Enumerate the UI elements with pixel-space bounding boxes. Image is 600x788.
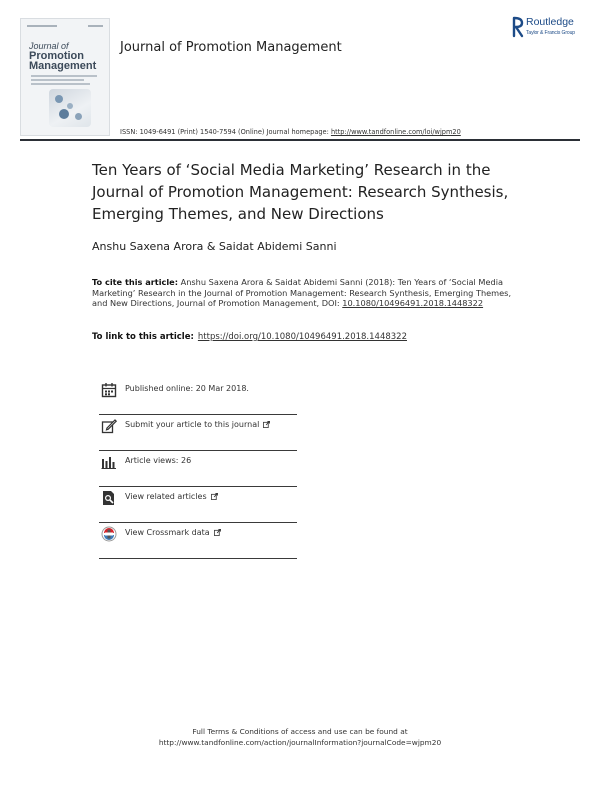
calendar-icon bbox=[101, 382, 117, 398]
header-divider bbox=[20, 139, 580, 141]
search-document-icon bbox=[101, 490, 117, 506]
article-link-block bbox=[92, 332, 407, 342]
issn-text: ISSN: 1049-6491 (Print) 1540-7594 (Online) Journal homepage: bbox=[120, 128, 331, 136]
logo-subtitle: Taylor & Francis Group bbox=[526, 30, 575, 36]
crossmark-icon bbox=[101, 526, 117, 542]
related-articles-label: View related articles bbox=[125, 492, 207, 501]
article-authors: Anshu Saxena Arora & Saidat Abidemi Sanni bbox=[92, 240, 337, 253]
info-row-related[interactable] bbox=[99, 486, 297, 523]
journal-homepage-link[interactable]: http://www.tandfonline.com/loi/wjpm20 bbox=[330, 128, 461, 136]
external-link-icon bbox=[214, 529, 221, 536]
citation-doi-link[interactable]: 10.1080/10496491.2018.1448322 bbox=[342, 298, 484, 309]
footer-terms-link[interactable]: http://www.tandfonline.com/action/journalInformation?journalCode=wjpm20 bbox=[158, 738, 442, 747]
bar-chart-icon bbox=[101, 454, 117, 470]
article-title: Ten Years of ‘Social Media Marketing’ Research in the Journal of Promotion Management: Research Synthesis, Emerging Themes, and New Directions bbox=[92, 161, 509, 223]
edit-icon bbox=[101, 418, 117, 434]
submit-article-label: Submit your article to this journal bbox=[125, 420, 260, 429]
crossmark-link[interactable] bbox=[125, 528, 221, 537]
issn-line bbox=[120, 128, 461, 136]
info-row-submit[interactable] bbox=[99, 414, 297, 451]
submit-article-link[interactable] bbox=[125, 420, 270, 429]
article-views-text: Article views: 26 bbox=[125, 456, 192, 465]
published-date-text: Published online: 20 Mar 2018. bbox=[125, 384, 249, 393]
page-footer bbox=[0, 726, 600, 748]
routledge-r-icon bbox=[512, 16, 524, 38]
cover-title-line3: Management bbox=[29, 60, 97, 72]
related-articles-link[interactable] bbox=[125, 492, 218, 501]
citation-label: To cite this article: bbox=[92, 277, 178, 287]
footer-terms-text: Full Terms & Conditions of access and use can be found at bbox=[192, 727, 408, 736]
link-label: To link to this article: bbox=[92, 332, 194, 342]
logo-wordmark: Routledge bbox=[526, 16, 574, 28]
journal-cover-image bbox=[20, 18, 110, 136]
info-row-views bbox=[99, 450, 297, 487]
article-doi-link[interactable]: https://doi.org/10.1080/10496491.2018.1448322 bbox=[197, 332, 407, 342]
journal-title: Journal of Promotion Management bbox=[120, 40, 342, 55]
cover-title-line1: Journal of bbox=[29, 41, 69, 51]
info-row-published bbox=[99, 378, 297, 415]
info-row-crossmark[interactable] bbox=[99, 522, 297, 559]
crossmark-label: View Crossmark data bbox=[125, 528, 210, 537]
citation-text: Anshu Saxena Arora & Saidat Abidemi Sanni (2018): Ten Years of ‘Social Media Marketing’ Research in the Journal of Promotion Management: Research Synthesis, Emerging Themes, and New Directions, Journal of Promotion Management, DOI: bbox=[92, 277, 512, 309]
citation-block bbox=[92, 277, 512, 309]
cover-artwork bbox=[49, 89, 91, 127]
external-link-icon bbox=[211, 493, 218, 500]
routledge-logo bbox=[512, 14, 592, 48]
cover-title-line2: Promotion bbox=[29, 50, 84, 62]
external-link-icon bbox=[263, 421, 270, 428]
